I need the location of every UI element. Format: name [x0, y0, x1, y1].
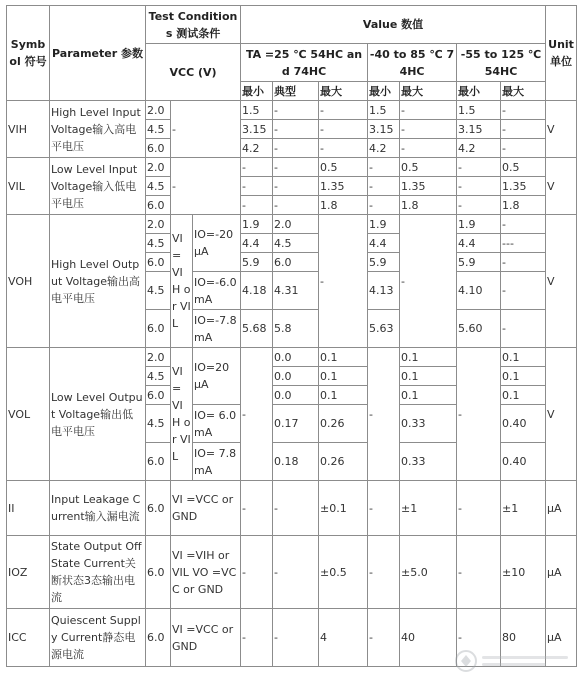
vcc-cell: 2.0 [146, 158, 171, 177]
typ-25-cell: 4.5 [273, 234, 319, 253]
min-85-cell: - [368, 177, 400, 196]
header-range-85: -40 to 85 ℃ 74HC [368, 44, 457, 82]
min-25-cell: 3.15 [241, 120, 273, 139]
typ-25-cell: 0.0 [273, 386, 319, 405]
min-125-cell: 1.5 [457, 101, 501, 120]
condition-cell: VI =VCC or GND [171, 481, 241, 536]
header-value: Value 数值 [241, 6, 546, 44]
max-25-cell: 0.1 [319, 367, 368, 386]
header-typ-25: 典型 [273, 82, 319, 101]
symbol-voh: VOH [7, 215, 50, 348]
max-85-cell: 40 [400, 609, 457, 667]
max-25-cell: ±0.1 [319, 481, 368, 536]
vcc-cell: 6.0 [146, 253, 171, 272]
min-85-cell: 1.5 [368, 101, 400, 120]
max-125-cell: 1.35 [501, 177, 546, 196]
min-25-cell: - [241, 481, 273, 536]
max-85-cell: ±1 [400, 481, 457, 536]
table-row [7, 101, 577, 120]
vcc-cell: 6.0 [146, 609, 171, 667]
max-85-cell: 1.8 [400, 196, 457, 215]
min-125-cell: - [457, 177, 501, 196]
param-voh: High Level Output Voltage输出高电平电压 [50, 215, 146, 348]
max-125-cell: 0.5 [501, 158, 546, 177]
min-125-cell: 4.2 [457, 139, 501, 158]
min-125-cell: - [457, 158, 501, 177]
max-25-cell: 1.35 [319, 177, 368, 196]
min-125-cell: 3.15 [457, 120, 501, 139]
typ-25-cell: 5.8 [273, 310, 319, 348]
electrical-characteristics-table [6, 5, 577, 667]
min-125-cell: - [457, 481, 501, 536]
min-25-cell: 5.68 [241, 310, 273, 348]
typ-25-cell: - [273, 101, 319, 120]
min-125-cell: - [457, 348, 501, 481]
typ-25-cell: - [273, 536, 319, 609]
vcc-cell: 6.0 [146, 139, 171, 158]
param-vil: Low Level Input Voltage输入低电平电压 [50, 158, 146, 215]
max-85-cell: - [400, 101, 457, 120]
min-125-cell: 5.60 [457, 310, 501, 348]
typ-25-cell: 0.18 [273, 443, 319, 481]
vcc-cell: 4.5 [146, 120, 171, 139]
min-85-cell: - [368, 481, 400, 536]
max-25-cell: - [319, 101, 368, 120]
unit-vil: V [546, 158, 577, 215]
min-85-cell: 4.4 [368, 234, 400, 253]
max-125-cell: 0.40 [501, 443, 546, 481]
min-85-cell: 5.9 [368, 253, 400, 272]
unit-icc: μA [546, 609, 577, 667]
min-85-cell: 4.2 [368, 139, 400, 158]
vcc-cell: 2.0 [146, 215, 171, 234]
max-85-cell: 1.35 [400, 177, 457, 196]
min-25-cell: 5.9 [241, 253, 273, 272]
typ-25-cell: - [273, 120, 319, 139]
min-25-cell: - [241, 348, 273, 481]
header-vcc: VCC (V) [146, 44, 241, 101]
typ-25-cell: - [273, 196, 319, 215]
unit-ioz: μA [546, 536, 577, 609]
max-125-cell: 80 [501, 609, 546, 667]
typ-25-cell: 0.17 [273, 405, 319, 443]
condition-cell: - [171, 101, 241, 158]
table-row [7, 609, 577, 667]
table-row [7, 481, 577, 536]
min-125-cell: - [457, 196, 501, 215]
min-25-cell: 4.18 [241, 272, 273, 310]
max-125-cell: - [501, 253, 546, 272]
vcc-cell: 4.5 [146, 405, 171, 443]
min-125-cell: 4.10 [457, 272, 501, 310]
max-125-cell: --- [501, 234, 546, 253]
max-25-cell: ±0.5 [319, 536, 368, 609]
typ-25-cell: 4.31 [273, 272, 319, 310]
max-25-cell: - [319, 139, 368, 158]
header-test-conditions: Test Conditions 测试条件 [146, 6, 241, 44]
max-125-cell: 0.1 [501, 386, 546, 405]
max-125-cell: ±1 [501, 481, 546, 536]
table-row [7, 215, 577, 234]
max-125-cell: - [501, 139, 546, 158]
min-125-cell: - [457, 609, 501, 667]
max-85-cell: 0.33 [400, 443, 457, 481]
max-85-cell: ±5.0 [400, 536, 457, 609]
symbol-vih: VIH [7, 101, 50, 158]
max-125-cell: - [501, 215, 546, 234]
max-125-cell: 0.1 [501, 348, 546, 367]
header-min-125: 最小 [457, 82, 501, 101]
max-85-cell: 0.33 [400, 405, 457, 443]
header-min-85: 最小 [368, 82, 400, 101]
typ-25-cell: - [273, 139, 319, 158]
unit-ii: μA [546, 481, 577, 536]
header-parameter: Parameter 参数 [50, 6, 146, 101]
min-25-cell: - [241, 609, 273, 667]
vcc-cell: 6.0 [146, 386, 171, 405]
header-max-25: 最大 [319, 82, 368, 101]
min-85-cell: - [368, 196, 400, 215]
table-row [7, 536, 577, 609]
typ-25-cell: 0.0 [273, 367, 319, 386]
typ-25-cell: - [273, 158, 319, 177]
io-condition-vol: IO= 7.8 mA [193, 443, 241, 481]
min-85-cell: 5.63 [368, 310, 400, 348]
param-ioz: State Output Off State Current关断状态3态输出电流 [50, 536, 146, 609]
typ-25-cell: - [273, 481, 319, 536]
max-85-cell: - [400, 215, 457, 348]
max-25-cell: 0.5 [319, 158, 368, 177]
typ-25-cell: 0.0 [273, 348, 319, 367]
vcc-cell: 4.5 [146, 367, 171, 386]
max-25-cell: 1.8 [319, 196, 368, 215]
vi-condition-voh: VI = VIH or VIL [171, 215, 193, 348]
table-row [7, 158, 577, 177]
header-max-85: 最大 [400, 82, 457, 101]
vcc-cell: 4.5 [146, 272, 171, 310]
min-85-cell: - [368, 348, 400, 481]
symbol-ii: II [7, 481, 50, 536]
min-25-cell: 4.4 [241, 234, 273, 253]
min-85-cell: 3.15 [368, 120, 400, 139]
max-125-cell: 0.40 [501, 405, 546, 443]
max-25-cell: 0.26 [319, 443, 368, 481]
max-125-cell: - [501, 272, 546, 310]
spec-table-container [6, 5, 577, 667]
max-85-cell: 0.5 [400, 158, 457, 177]
typ-25-cell: 6.0 [273, 253, 319, 272]
vcc-cell: 4.5 [146, 234, 171, 253]
unit-vol: V [546, 348, 577, 481]
io-condition-vol: IO= 6.0 mA [193, 405, 241, 443]
max-125-cell: - [501, 101, 546, 120]
vcc-cell: 6.0 [146, 536, 171, 609]
vcc-cell: 2.0 [146, 101, 171, 120]
max-125-cell: 0.1 [501, 367, 546, 386]
min-25-cell: - [241, 536, 273, 609]
param-vol: Low Level Output Voltage输出低电平电压 [50, 348, 146, 481]
vcc-cell: 2.0 [146, 348, 171, 367]
condition-cell: VI =VCC or GND [171, 609, 241, 667]
symbol-icc: ICC [7, 609, 50, 667]
typ-25-cell: - [273, 609, 319, 667]
max-25-cell: 0.1 [319, 386, 368, 405]
header-min-25: 最小 [241, 82, 273, 101]
max-125-cell: - [501, 120, 546, 139]
header-symbol: Symbol 符号 [7, 6, 50, 101]
max-25-cell: 4 [319, 609, 368, 667]
max-25-cell: 0.26 [319, 405, 368, 443]
max-85-cell: 0.1 [400, 386, 457, 405]
symbol-ioz: IOZ [7, 536, 50, 609]
param-vih: High Level Input Voltage输入高电平电压 [50, 101, 146, 158]
header-range-25: TA =25 ℃ 54HC and 74HC [241, 44, 368, 82]
header-unit: Unit 单位 [546, 6, 577, 101]
min-125-cell: - [457, 536, 501, 609]
unit-vih: V [546, 101, 577, 158]
min-85-cell: - [368, 609, 400, 667]
vcc-cell: 6.0 [146, 443, 171, 481]
min-25-cell: - [241, 196, 273, 215]
max-85-cell: - [400, 139, 457, 158]
condition-cell: VI =VIH or VIL VO =VCC or GND [171, 536, 241, 609]
min-125-cell: 5.9 [457, 253, 501, 272]
min-125-cell: 4.4 [457, 234, 501, 253]
min-125-cell: 1.9 [457, 215, 501, 234]
max-25-cell: - [319, 215, 368, 348]
io-condition-vol: IO=20 μA [193, 348, 241, 405]
vcc-cell: 6.0 [146, 310, 171, 348]
min-85-cell: - [368, 536, 400, 609]
min-25-cell: 1.5 [241, 101, 273, 120]
max-125-cell: - [501, 310, 546, 348]
typ-25-cell: - [273, 177, 319, 196]
min-25-cell: - [241, 177, 273, 196]
min-85-cell: 1.9 [368, 215, 400, 234]
io-condition-voh: IO=-6.0 mA [193, 272, 241, 310]
max-25-cell: 0.1 [319, 348, 368, 367]
condition-cell: - [171, 158, 241, 215]
param-ii: Input Leakage Current输入漏电流 [50, 481, 146, 536]
table-row [7, 348, 577, 367]
min-25-cell: - [241, 158, 273, 177]
min-85-cell: - [368, 158, 400, 177]
max-125-cell: 1.8 [501, 196, 546, 215]
io-condition-voh: IO=-7.8 mA [193, 310, 241, 348]
symbol-vil: VIL [7, 158, 50, 215]
vcc-cell: 4.5 [146, 177, 171, 196]
param-icc: Quiescent Supply Current静态电源电流 [50, 609, 146, 667]
unit-voh: V [546, 215, 577, 348]
vi-condition-vol: VI = VIH or VIL [171, 348, 193, 481]
max-85-cell: 0.1 [400, 348, 457, 367]
header-range-125: -55 to 125 ℃ 54HC [457, 44, 546, 82]
typ-25-cell: 2.0 [273, 215, 319, 234]
io-condition-voh: IO=-20 μA [193, 215, 241, 272]
vcc-cell: 6.0 [146, 481, 171, 536]
max-85-cell: 0.1 [400, 367, 457, 386]
min-25-cell: 4.2 [241, 139, 273, 158]
max-85-cell: - [400, 120, 457, 139]
min-85-cell: 4.13 [368, 272, 400, 310]
max-125-cell: ±10 [501, 536, 546, 609]
vcc-cell: 6.0 [146, 196, 171, 215]
header-max-125: 最大 [501, 82, 546, 101]
max-25-cell: - [319, 120, 368, 139]
symbol-vol: VOL [7, 348, 50, 481]
min-25-cell: 1.9 [241, 215, 273, 234]
